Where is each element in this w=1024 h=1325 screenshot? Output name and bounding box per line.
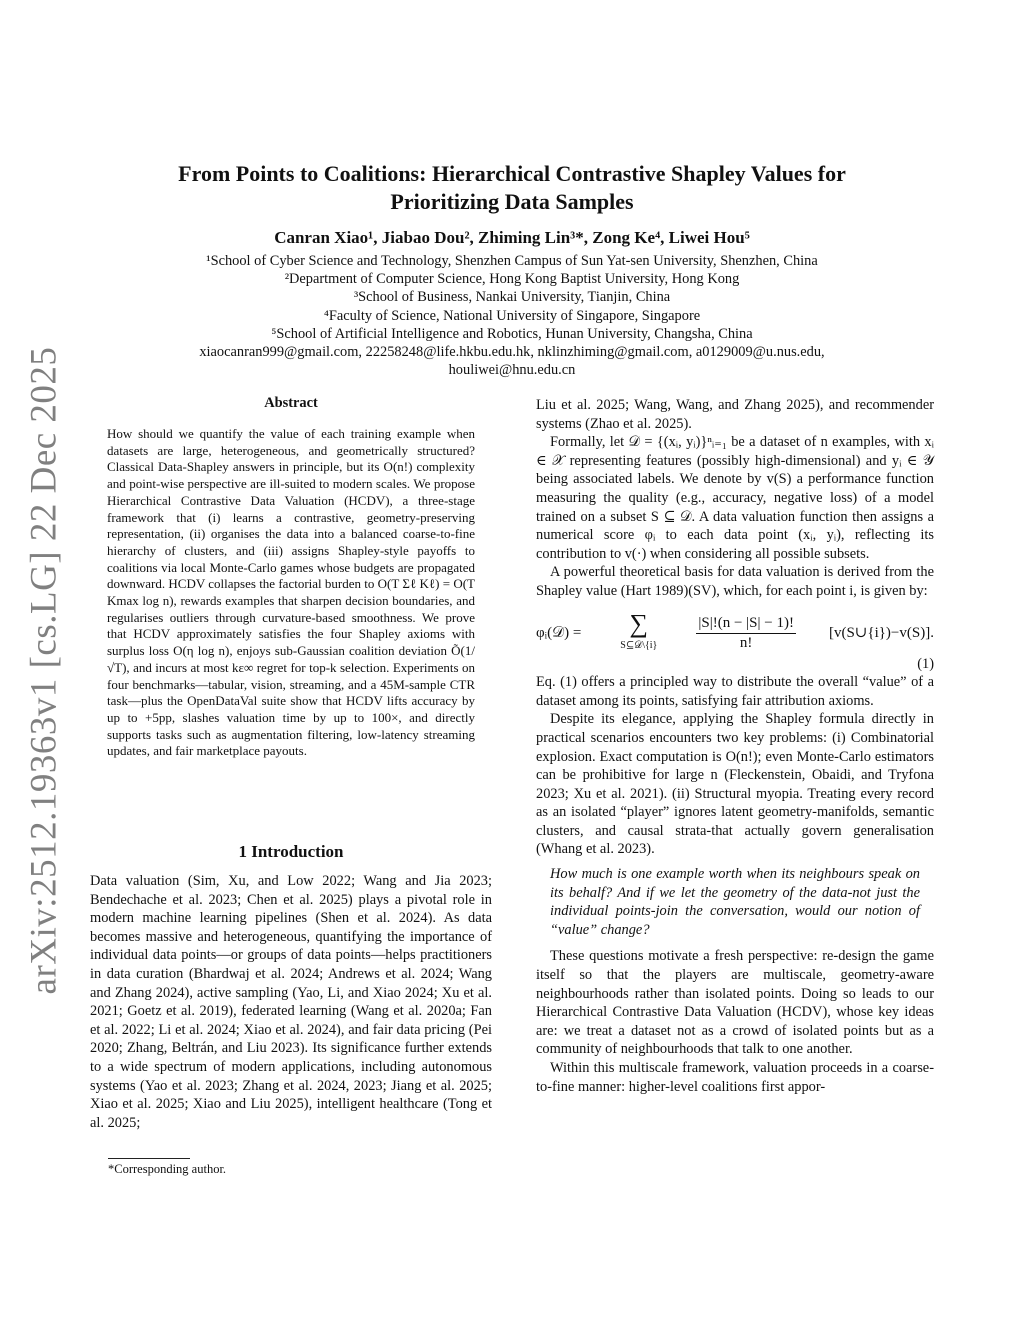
right-paragraph-0: Liu et al. 2025; Wang, Wang, and Zhang 2025), and recommender systems (Zhao et al. 2025). — [536, 397, 934, 432]
right-column — [536, 396, 934, 1096]
summation — [620, 611, 657, 656]
fraction-numerator: |S|!(n − |S| − 1)! — [696, 614, 796, 634]
intro-heading: 1 Introduction — [238, 842, 344, 861]
equation-lhs: φᵢ(𝒟) = — [536, 625, 582, 642]
right-paragraph-1: Formally, let 𝒟 = {(xᵢ, yᵢ)}ⁿᵢ₌₁ be a dataset of n examples, with xᵢ ∈ 𝒳 representing features (possibly high-dimensional) and yᵢ ∈ 𝒴 being associated labels. We denote by v(S) a performance function measuring the quality (e.g., accuracy, negative loss) of a model trained on a subset S ⊆ 𝒟. A data valuation function then assigns a numerical score φᵢ to each data point (xᵢ, yᵢ), reflecting its contribution to v(·) when considering all possible subsets. — [536, 434, 934, 562]
arxiv-stamp — [14, 346, 74, 994]
intro-paragraph: Data valuation (Sim, Xu, and Low 2022; Wang and Jia 2023; Bendechache et al. 2023; Chen et al. 2025) plays a pivotal role in modern machine learning pipelines (Shen et al. 2024). As data becomes massive and heterogeneous, quantifying the importance of individual data points—or groups of data points—helps practitioners in data curation (Bhardwaj et al. 2024; Andrews et al. 2024; Wang and Zhang 2024), active sampling (Yao, Li, and Xiao 2024; Xu et al. 2021; Goetz et al. 2019), federated learning (Wang et al. 2020a; Fan et al. 2022; Li et al. 2024; Xiao et al. 2024), and fair data pricing (Pei 2020; Zhang, Beltrán, and Liu 2023). Its significance further extends to a wide spectrum of modern applications, including autonomous systems (Yao et al. 2023; Zhang et al. 2024, 2023; Jiang et al. 2025; Xiao et al. 2025; Xiao and Liu 2025), intelligent healthcare (Tong et al. 2025; — [90, 873, 492, 1131]
affiliation-5: ⁵School of Artificial Intelligence and Robotics, Hunan University, Changsha, China — [271, 325, 753, 342]
email-list: xiaocanran999@gmail.com, 22258248@life.hkbu.edu.hk, nklinzhiming@gmail.com, a0129009@u.nus.edu, — [199, 344, 825, 361]
abstract-heading: Abstract — [264, 395, 318, 411]
affiliations — [90, 252, 934, 379]
right-paragraph-5: These questions motivate a fresh perspective: re-design the game itself so that the players are multiscale, geometry-aware neighbourhoods rather than isolated points. Doing so leads to our Hierarchical Contrastive Data Valuation (HCDV), whose key ideas are: we treat a dataset not as a crowd of isolated points but as a community of neighbourhoods that talk to one another. — [536, 948, 934, 1058]
title-line-1: From Points to Coalitions: Hierarchical Contrastive Shapley Values for — [178, 161, 846, 186]
affiliation-1: ¹School of Cyber Science and Technology, Shenzhen Campus of Sun Yat-sen University, Shenzhen, China — [206, 253, 818, 269]
research-question-quote: How much is one example worth when its neighbours speak on its behalf? And if we let the geometry of the data-not just the individual points-join the conversation, would our notion of “value” change? — [550, 866, 920, 938]
affiliation-3: ³School of Business, Nankai University, Tianjin, China — [353, 289, 671, 306]
equation-number: (1) — [917, 655, 934, 672]
equation-fraction — [696, 614, 796, 652]
footnote: *Corresponding author. — [108, 1162, 227, 1176]
email-list-cont: houliwei@hnu.edu.cn — [448, 362, 576, 379]
paper-title — [90, 160, 934, 216]
summation-subscript: S⊆𝒟\{i} — [620, 640, 658, 652]
intro-column — [90, 872, 492, 1132]
sigma-symbol: ∑ — [629, 609, 649, 639]
right-paragraph-3: Eq. (1) offers a principled way to distribute the overall “value” of a dataset among its points, satisfying fair attribution axioms. — [536, 674, 934, 709]
shapley-equation — [536, 611, 934, 657]
affiliation-4: ⁴Faculty of Science, National University of Singapore, Singapore — [323, 307, 701, 324]
arxiv-stamp-text: arXiv:2512.19363v1 [cs.LG] 22 Dec 2025 — [23, 346, 65, 994]
footnote-rule — [108, 1158, 190, 1159]
right-paragraph-6: Within this multiscale framework, valuation proceeds in a coarse-to-fine manner: higher-level coalitions first appor- — [536, 1060, 934, 1095]
title-line-2: Prioritizing Data Samples — [390, 189, 634, 214]
author-list: Canran Xiao¹, Jiabao Dou², Zhiming Lin³*, Zong Ke⁴, Liwei Hou⁵ — [274, 228, 750, 247]
right-paragraph-4: Despite its elegance, applying the Shapley formula directly in practical scenarios encounters two key problems: (i) Combinatorial explosion. Exact computation is O(n!); even Monte-Carlo estimators can be prohibitive for large n (Fleckenstein, Obaidi, and Tryfona 2023; Xu et al. 2021). (ii) Structural myopia. Treating every record as an isolated “player” ignores latent geometry-manifolds, semantic clusters, and causal strata-that actually govern generalisation (Whang et al. 2023). — [536, 711, 934, 858]
fraction-denominator: n! — [739, 635, 753, 652]
right-paragraph-2: A powerful theoretical basis for data valuation is derived from the Shapley value (Hart 1989)(SV), which, for each point i, is given by: — [536, 564, 934, 599]
equation-rhs: [v(S∪{i})−v(S)]. — [828, 625, 934, 642]
affiliation-2: ²Department of Computer Science, Hong Kong Baptist University, Hong Kong — [284, 271, 740, 288]
abstract-body: How should we quantify the value of each training example when datasets are large, heterogeneous, and geometrically structured? Classical Data-Shapley answers in principle, but its O(n!) complexity and point-wise perspective are ill-suited to modern scales. We propose Hierarchical Contrastive Data Valuation (HCDV), a three-stage framework that (i) learns a contrastive, geometry-preserving representation, (ii) organises the data into a balanced coarse-to-fine hierarchy of clusters, and (iii) assigns Shapley-style payoffs to coalitions via local Monte-Carlo games whose budgets are propagated downward. HCDV collapses the factorial burden to O(T Σℓ Kℓ) = O(T Kmax log n), rewards examples that sharpen decision boundaries, and regularises outliers through curvature-based smoothness. We prove that HCDV approximately satisfies the four Shapley axioms with surplus loss O(η log n), enjoys sub-Gaussian coalition deviation Õ(1/√T), and incurs at most kε∞ regret for top-k selection. Experiments on four benchmarks—tabular, vision, streaming, and a 45M-sample CTR task—plus the OpenDataVal suite show that HCDV lifts accuracy by up to +5pp, slashes valuation time by up to 100×, and directly supports tasks such as augmentation filtering, low-latency streaming updates, and fair marketplace payouts. — [107, 426, 475, 759]
